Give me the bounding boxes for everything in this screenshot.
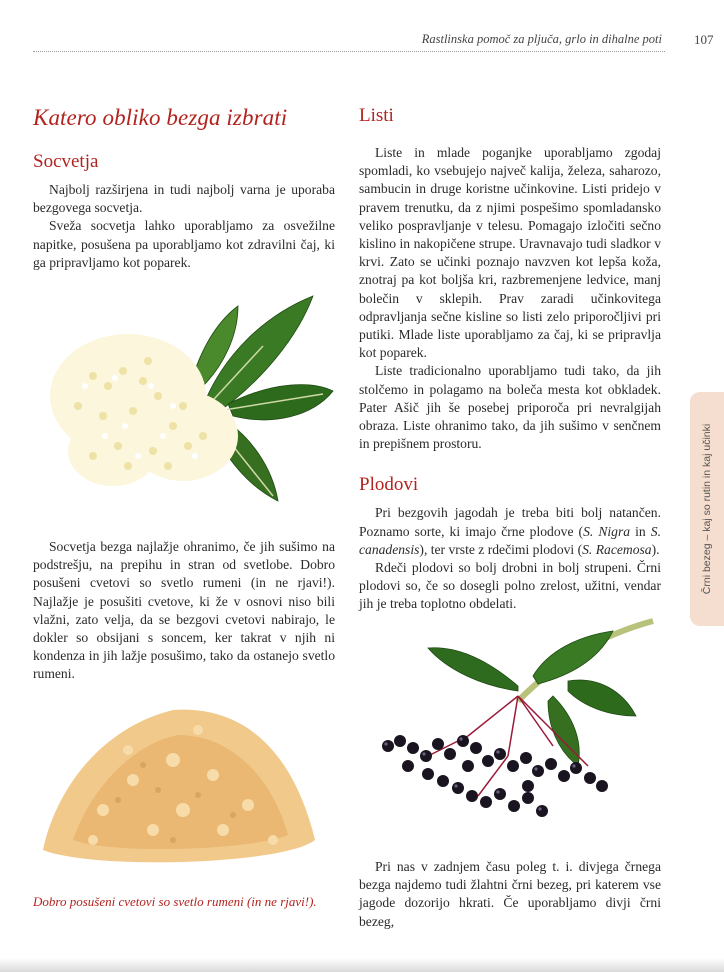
header-divider	[33, 51, 665, 52]
chapter-side-tab	[690, 392, 724, 626]
paragraph: Pri bezgovih jagodah je treba biti bolj natančen. Poznamo sorte, ki imajo črne plodove (S. Nigra in S. canadensis), ter vrste z rdečimi plodovi (S. Racemosa).	[359, 505, 661, 557]
paragraph: Najbolj razširjena in tudi najbolj varna je uporaba bezgovega socvetja.	[33, 182, 335, 216]
paragraph: Pri nas v zadnjem času poleg t. i. divjega črnega bezga najdemo tudi žlahtni črni bezeg, pri katerem vse jagode dozorijo hkrati. Če uporabljamo divji črni bezeg,	[359, 859, 661, 929]
running-title: Rastlinska pomoč za pljuča, grlo in dihalne poti	[421, 32, 662, 46]
left-column-lower	[33, 538, 335, 684]
side-tab-label: Črni bezeg – kaj so rutin in kaj učinki	[701, 423, 714, 595]
section-heading-listi: Listi	[359, 105, 394, 126]
section-heading-plodovi: Plodovi	[359, 474, 419, 496]
paragraph: Sveža socvetja lahko uporabljamo za osvežilne napitke, posušena pa uporabljamo kot zdravilni čaj, ki ga pripravljamo kot poparek.	[33, 218, 335, 270]
right-column-lower	[359, 858, 661, 931]
left-column	[33, 104, 335, 272]
right-column	[359, 104, 661, 614]
paragraph: Liste tradicionalno uporabljamo tudi tako, da jih stolčemo in polagamo na boleča mesta kot obkladek. Pater Ašič jih še posebej priporoča pri nevralgijah obraza. Liste ohranimo tako, da jih sušimo v senčnem in prepišnem prostoru.	[359, 363, 661, 452]
paragraph: Liste in mlade poganjke uporabljamo zgodaj spomladi, ko vsebujejo največ kalija, železa, saharozo, sambucin in druge koristne učinkovine. Listi pridejo v pravem trenutku, da z njimi pospešimo spomladansko veliko pospravljanje v telesu. Pomagajo izločiti sečno kislino in nakopičene strupe. Uravnavajo tudi sladkor v krvi. Zato se učinki poznajo navzven kot lepša koža, znotraj pa kot boljša kri, razbremenjene ledvice, manj bolečin v sklepih. Prav zaradi učinkovitega odpravljanja sečne kisline so listi zelo priporočljivi pri putiki. Mlade liste uporabljamo za čaj, ki se pripravlja kot poparek.	[359, 145, 661, 361]
paragraph: Rdeči plodovi so bolj drobni in bolj strupeni. Črni plodovi so, če so dosegli polno zrelost, užitni, vendar jih je treba toplotno obdelati.	[359, 560, 661, 612]
page-title: Katero obliko bezga izbrati	[33, 105, 288, 130]
paragraph: Socvetja bezga najlažje ohranimo, če jih sušimo na podstrešju, na prepihu in stran od svetlobe. Dobro posušeni cvetovi so svetlo rumeni (in ne rjavi!). Najlažje je posušiti cvetove, ki že v osnovi niso bili vlažni, zato velja, da se bezgovi cvetovi nabirajo, le dokler so obsijani s soncem, ker takrat v njih ni kondenza in jih lažje posušimo, tako da ostanejo svetlo rumeni.	[33, 539, 335, 682]
page-number: 107	[694, 32, 714, 47]
page-bottom-edge	[0, 958, 724, 972]
elderberry-image	[368, 616, 660, 838]
elderflower-image	[33, 286, 339, 508]
image-caption: Dobro posušeni cvetovi so svetlo rumeni (in ne rjavi!).	[33, 894, 317, 909]
section-heading-socvetja: Socvetja	[33, 151, 99, 172]
dried-flowers-image	[33, 690, 325, 876]
